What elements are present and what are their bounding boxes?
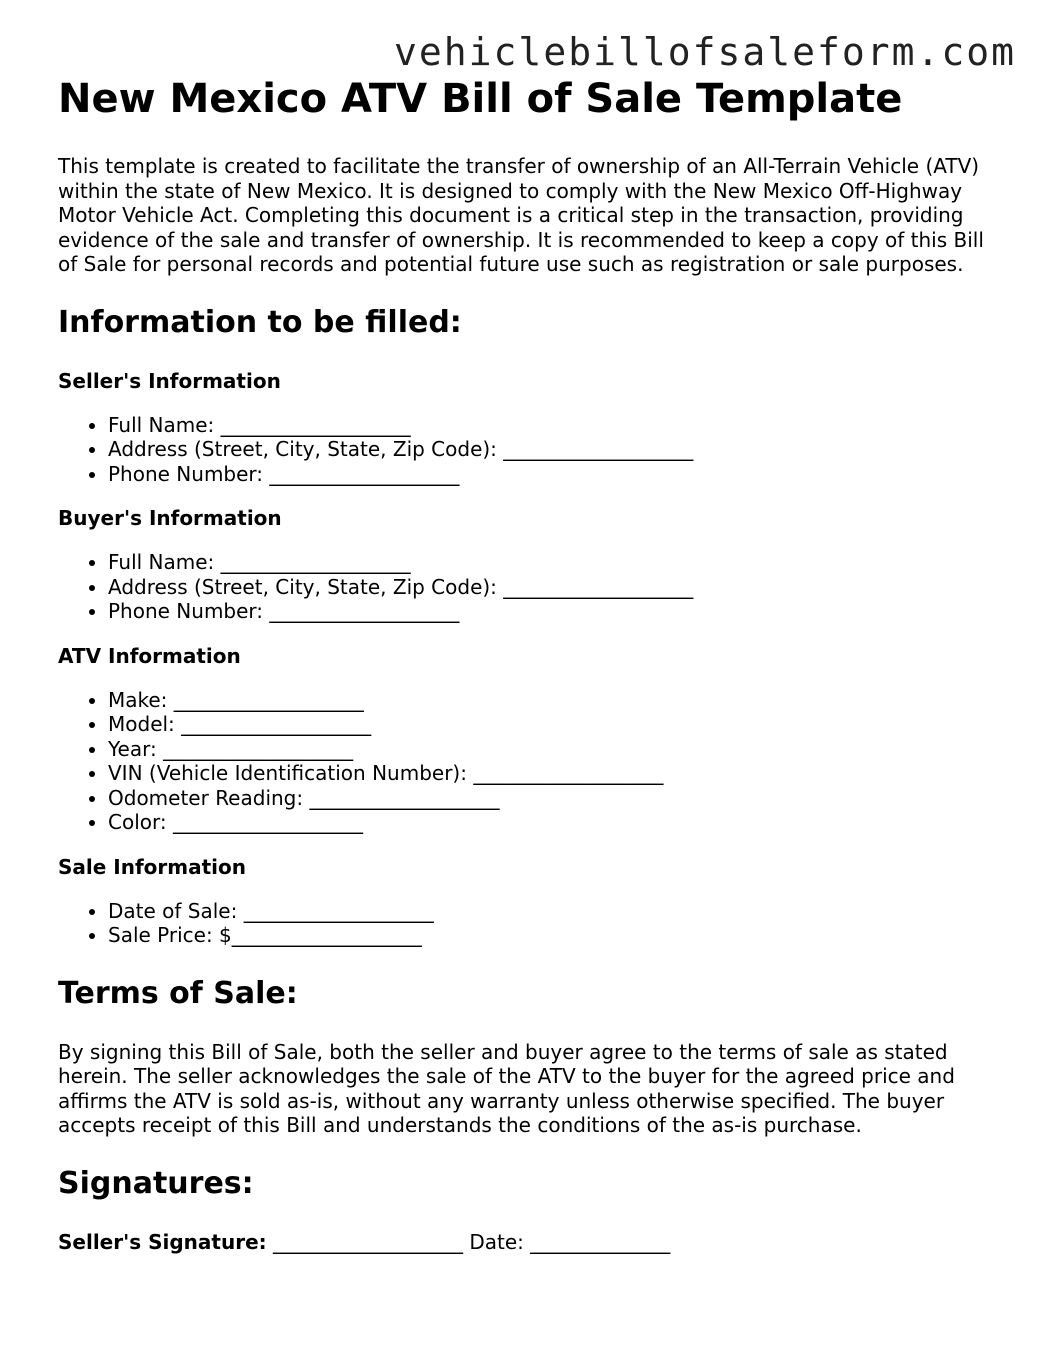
sale-price-field: • Sale Price: $___________________ [108,923,988,948]
buyer-heading: Buyer's Information [58,506,282,530]
buyer-full-name-field: • Full Name: ___________________ [108,550,988,575]
seller-phone-field: • Phone Number: ___________________ [108,462,988,487]
seller-signature-label: Seller's Signature: [58,1229,267,1254]
sale-heading: Sale Information [58,854,246,879]
signature-date-field: Date: ______________ [469,1229,671,1254]
signatures-heading: Signatures: [58,1165,254,1201]
site-watermark: vehiclebillofsaleform.com [394,30,1016,74]
seller-address-field: • Address (Street, City, State, Zip Code): ___________________ [108,437,988,462]
atv-model-field: • Model: ___________________ [108,712,988,737]
atv-list [58,688,988,835]
atv-heading: ATV Information [58,643,241,668]
atv-make-field: • Make: ___________________ [108,688,988,713]
buyer-phone-field: • Phone Number: ___________________ [108,599,988,624]
seller-full-name-field: • Full Name: ___________________ [108,413,988,438]
intro-paragraph: This template is created to facilitate the transfer of ownership of an All-Terrain Vehicle (ATV) within the state of New Mexico. It is designed to comply with the New Mexico Off-Highway Motor Vehicle Act. Completing this document is a critical step in the transaction, providing evidence of the sale and transfer of ownership. It is recommended to keep a copy of this Bill of Sale for personal records and potential future use such as registration or sale purposes. [58,154,984,276]
document-body [58,72,988,1254]
sale-date-field: • Date of Sale: ___________________ [108,899,988,924]
page-title: New Mexico ATV Bill of Sale Template [58,76,903,122]
buyer-address-field: • Address (Street, City, State, Zip Code): ___________________ [108,575,988,600]
atv-vin-field: • VIN (Vehicle Identification Number): ___________________ [108,761,988,786]
buyer-list [58,550,988,624]
seller-heading: Seller's Information [58,368,281,393]
atv-year-field: • Year: ___________________ [108,737,988,762]
terms-paragraph: By signing this Bill of Sale, both the seller and buyer agree to the terms of sale as stated herein. The seller acknowledges the sale of the ATV to the buyer for the agreed price and affirms the ATV is sold as-is, without any warranty unless otherwise specified. The buyer accepts receipt of this Bill and understands the conditions of the as-is purchase. [58,1039,955,1137]
terms-heading: Terms of Sale: [58,975,298,1011]
atv-odometer-field: • Odometer Reading: ___________________ [108,786,988,811]
seller-signature-line [58,1230,988,1254]
sale-list [58,899,988,948]
seller-list [58,413,988,487]
info-heading: Information to be filled: [58,304,462,340]
atv-color-field: • Color: ___________________ [108,810,988,835]
seller-signature-blank: ___________________ [266,1229,470,1254]
